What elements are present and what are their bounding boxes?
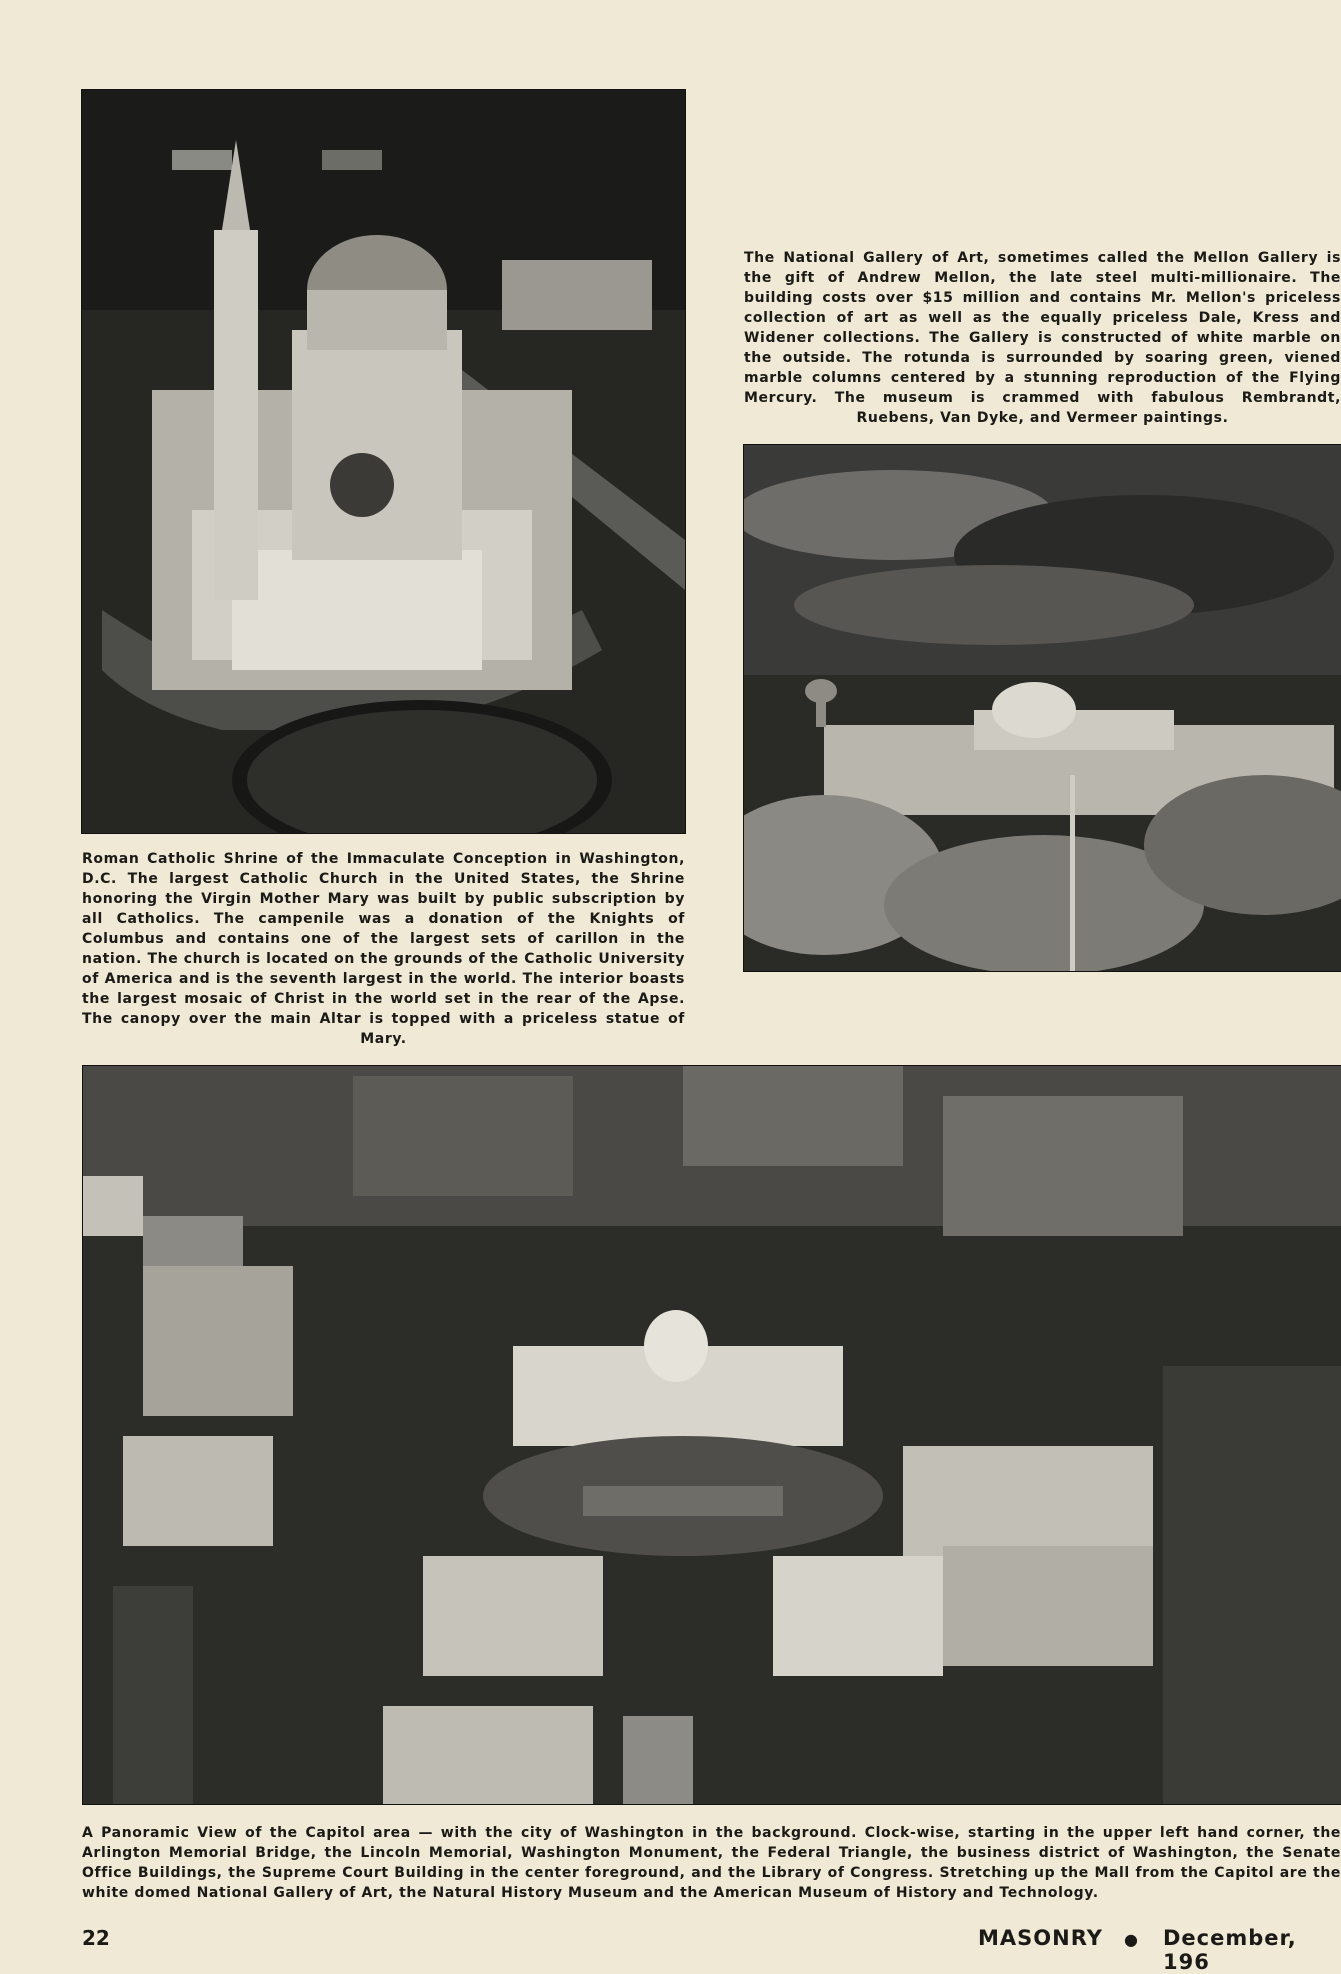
shrine-caption: Roman Catholic Shrine of the Immaculate Conception in Washington, D.C. The largest Catholic Church in the United States, the Shrine honoring the Virgin Mother Mary was built by public subscription by all Catholics. The campenile was a donation of the Knights of Columbus and contains one of the largest sets of carillon in the nation. The church is located on the grounds of the Catholic University of America and is the seventh largest in the world. The interior boasts the largest mosaic of Christ in the world set in the rear of the Apse. The canopy over the main Altar is topped with a priceless statue of Mary. bbox=[82, 851, 685, 1047]
gallery-photo bbox=[743, 444, 1341, 972]
panorama-photo bbox=[82, 1065, 1341, 1805]
footer-bullet: ● bbox=[1124, 1930, 1138, 1949]
gallery-caption: The National Gallery of Art, sometimes called the Mellon Gallery is the gift of Andrew Mellon, the late steel multi-millionaire. The building costs over $15 million and contains Mr. Mellon's priceless collection of art as well as the equally priceless Dale, Kress and Widener collections. The Gallery is constructed of white marble on the outside. The rotunda is surrounded by soaring green, viened marble columns centered by a stunning reproduction of the Flying Mercury. The museum is crammed with fabulous Rembrandt, Ruebens, Van Dyke, and Vermeer paintings. bbox=[744, 250, 1341, 426]
publication-name: MASONRY bbox=[978, 1926, 1103, 1950]
page-number: 22 bbox=[82, 1926, 110, 1950]
publication-date: December, 196 bbox=[1163, 1926, 1297, 1974]
panorama-caption: A Panoramic View of the Capitol area — with the city of Washington in the background. Clock-wise, starting in the upper left hand corner, the Arlington Memorial Bridge, the Lincoln Memorial, Washington Monument, the Federal Triangle, the business district of Washington, the Senate Office Buildings, the Supreme Court Building in the center foreground, and the Library of Congress. Stretching up the Mall from the Capitol are the white domed National Gallery of Art, the Natural History Museum and the American Museum of History and Technology. bbox=[82, 1825, 1341, 1901]
shrine-photo bbox=[81, 89, 686, 834]
